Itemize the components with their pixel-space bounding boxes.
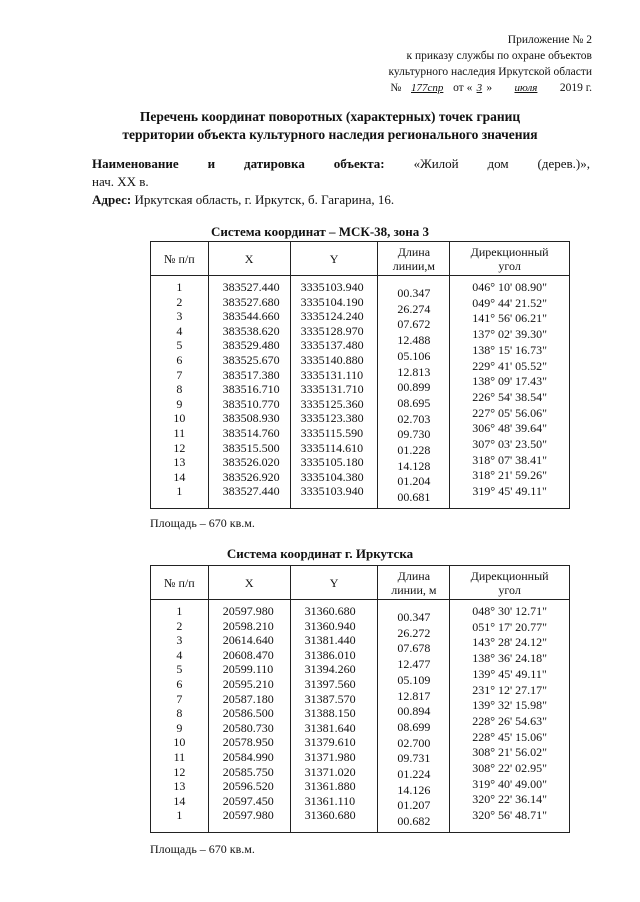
point-number: 1	[176, 280, 183, 294]
y-value: 31387.570	[304, 691, 356, 706]
angle-value: 227° 05' 56.06"	[472, 405, 548, 420]
point-number: 3	[176, 309, 183, 324]
point-number: 4	[176, 323, 183, 338]
x-value: 383517.380	[222, 367, 280, 382]
point-number: 12	[173, 764, 186, 779]
x-value: 383527.440	[222, 484, 280, 499]
angle-value: 049° 44' 21.52"	[472, 295, 548, 310]
angle-value: 226° 54' 38.54"	[472, 389, 548, 404]
point-number: 8	[176, 706, 183, 721]
point-number: 7	[176, 367, 183, 382]
point-number: 1	[176, 484, 183, 499]
x-value: 20596.520	[222, 779, 274, 794]
object-name-value: «Жилой дом (дерев.)»,	[413, 156, 590, 171]
table2-title: Система координат г. Иркутска	[226, 546, 414, 561]
point-number: 10	[173, 411, 186, 426]
x-value: 383527.440	[222, 280, 280, 294]
handwritten-month: июля	[514, 82, 538, 94]
point-number: 9	[176, 720, 183, 735]
angle-value: 228° 45' 15.06"	[472, 729, 548, 744]
y-value: 3335124.240	[300, 309, 364, 324]
length-value: 02.703	[397, 411, 431, 426]
y-value: 31360.680	[304, 808, 356, 823]
length-value: 12.477	[397, 657, 431, 672]
handwritten-day: 3	[476, 82, 483, 94]
y-value: 3335103.940	[300, 280, 364, 294]
address-label: Адрес:	[92, 192, 132, 207]
quote-close: »	[486, 82, 493, 94]
header-x: X	[208, 242, 290, 276]
x-value: 20599.110	[222, 662, 274, 677]
point-number: 8	[176, 382, 183, 397]
point-number: 10	[173, 735, 186, 750]
y-value: 31360.940	[304, 618, 356, 633]
y-value: 3335128.970	[300, 323, 364, 338]
y-value: 31381.440	[304, 633, 356, 648]
from-text: от «	[453, 82, 473, 94]
object-info	[92, 155, 590, 209]
header-angle-2: угол	[498, 258, 521, 273]
header-angle-1: Дирекционный	[470, 568, 549, 583]
length-value: 01.224	[397, 767, 431, 782]
point-number: 14	[173, 469, 186, 484]
length-value: 14.128	[397, 458, 431, 473]
y-value: 3335131.110	[300, 367, 364, 382]
header-x: X	[208, 566, 290, 600]
handwritten-number: 177спр	[411, 82, 444, 94]
angle-value: 319° 45' 49.11"	[472, 484, 547, 499]
point-number: 13	[173, 455, 186, 470]
length-value: 12.813	[397, 364, 431, 379]
y-value: 31371.020	[304, 764, 356, 779]
year-text: 2019 г.	[559, 82, 592, 94]
point-number: 1	[176, 808, 183, 823]
length-value: 12.817	[397, 688, 431, 703]
length-value: 01.204	[397, 474, 431, 489]
appendix-block	[389, 32, 593, 96]
y-value: 3335114.610	[300, 440, 364, 455]
length-value: 26.272	[397, 625, 431, 640]
length-value: 00.894	[397, 704, 431, 719]
length-value: 00.681	[397, 490, 431, 505]
x-value: 20597.980	[222, 604, 274, 618]
header-y: Y	[290, 566, 378, 600]
x-value: 20578.950	[222, 735, 274, 750]
length-value: 01.228	[397, 443, 431, 458]
appendix-order-line: к приказу службы по охране объектов	[406, 50, 592, 62]
point-number: 2	[176, 294, 183, 309]
appendix-title: Приложение № 2	[507, 34, 592, 46]
header-length-1: Длина	[397, 244, 431, 259]
header-angle-1: Дирекционный	[470, 244, 549, 259]
header-length-2: линии,м	[392, 258, 436, 273]
header-num: № п/п	[151, 242, 209, 276]
angle-value: 138° 36' 24.18"	[472, 651, 548, 666]
point-number: 5	[176, 338, 183, 353]
header-angle-2: угол	[498, 582, 521, 597]
document-title	[60, 108, 600, 144]
angle-value: 229° 41' 05.52"	[472, 358, 548, 373]
x-value: 383516.710	[222, 382, 280, 397]
point-number: 7	[176, 691, 183, 706]
point-number: 5	[176, 662, 183, 677]
x-value: 20608.470	[222, 647, 274, 662]
x-value: 383526.920	[222, 469, 280, 484]
address-value: Иркутская область, г. Иркутск, б. Гагарина, 16.	[134, 192, 395, 207]
x-value: 20586.500	[222, 706, 274, 721]
x-value: 383538.620	[222, 323, 280, 338]
x-value: 20598.210	[222, 618, 274, 633]
header-length-1: Длина	[397, 568, 431, 583]
table1-length-col	[378, 276, 450, 509]
length-value: 07.678	[397, 641, 431, 656]
y-value: 31386.010	[304, 647, 356, 662]
x-value: 20597.980	[222, 808, 274, 823]
y-value: 3335104.190	[300, 294, 364, 309]
angle-value: 318° 21' 59.26"	[472, 468, 548, 483]
angle-value: 139° 32' 15.98"	[472, 698, 548, 713]
point-number: 13	[173, 779, 186, 794]
y-value: 31379.610	[304, 735, 356, 750]
length-value: 01.207	[397, 798, 431, 813]
angle-value: 228° 26' 54.63"	[472, 713, 548, 728]
length-value: 26.274	[397, 301, 431, 316]
x-value: 383515.500	[222, 440, 280, 455]
table2-x-col	[208, 600, 290, 833]
angle-value: 320° 56' 48.71"	[472, 808, 548, 823]
header-length-2: линии, м	[391, 582, 437, 597]
length-value: 05.109	[397, 672, 431, 687]
x-value: 20587.180	[222, 691, 274, 706]
length-value: 05.106	[397, 348, 431, 363]
appendix-number-line	[389, 80, 593, 96]
y-value: 3335104.380	[300, 469, 364, 484]
table2-num-col	[151, 600, 209, 833]
header-length	[378, 566, 450, 600]
x-value: 383525.670	[222, 352, 280, 367]
length-value: 14.126	[397, 782, 431, 797]
length-value: 02.700	[397, 735, 431, 750]
x-value: 20580.730	[222, 720, 274, 735]
length-value: 00.347	[397, 610, 431, 624]
angle-value: 141° 56' 06.21"	[472, 311, 548, 326]
x-value: 383529.480	[222, 338, 280, 353]
point-number: 11	[173, 425, 186, 440]
point-number: 4	[176, 647, 183, 662]
table2-length-col	[378, 600, 450, 833]
y-value: 3335140.880	[300, 352, 364, 367]
angle-value: 048° 30' 12.71"	[472, 604, 548, 618]
angle-value: 306° 48' 39.64"	[472, 421, 548, 436]
angle-value: 051° 17' 20.77"	[472, 619, 548, 634]
angle-value: 138° 15' 16.73"	[472, 342, 548, 357]
appendix-order-line-2: культурного наследия Иркутской области	[388, 66, 592, 78]
length-value: 00.899	[397, 380, 431, 395]
point-number: 6	[176, 676, 183, 691]
table2-y-col	[290, 600, 378, 833]
point-number: 6	[176, 352, 183, 367]
x-value: 383508.930	[222, 411, 280, 426]
object-name-line	[92, 155, 590, 173]
x-value: 20585.750	[222, 764, 274, 779]
y-value: 31361.110	[304, 793, 356, 808]
angle-value: 231° 12' 27.17"	[472, 682, 548, 697]
title-line-2: территории объекта культурного наследия регионального значения	[122, 127, 538, 142]
table2-body-row	[151, 600, 570, 833]
length-value: 08.699	[397, 719, 431, 734]
x-value: 383527.680	[222, 294, 280, 309]
x-value: 383526.020	[222, 455, 280, 470]
header-angle	[450, 566, 570, 600]
table1-title: Система координат – МСК-38, зона 3	[210, 224, 430, 239]
header-length	[378, 242, 450, 276]
angle-value: 138° 09' 17.43"	[472, 374, 548, 389]
x-value: 20614.640	[222, 633, 274, 648]
object-date-line: нач. XX в.	[92, 174, 149, 189]
angle-value: 307° 03' 23.50"	[472, 437, 548, 452]
angle-value: 143° 28' 24.12"	[472, 635, 548, 650]
y-value: 3335125.360	[300, 396, 364, 411]
y-value: 31361.880	[304, 779, 356, 794]
table2-header-row	[151, 566, 570, 600]
header-num: № п/п	[151, 566, 209, 600]
table1-y-col	[290, 276, 378, 509]
length-value: 12.488	[397, 333, 431, 348]
table1-body-row	[151, 276, 570, 509]
y-value: 31360.680	[304, 604, 356, 618]
table1-header-row	[151, 242, 570, 276]
y-value: 31397.560	[304, 676, 356, 691]
x-value: 20597.450	[222, 793, 274, 808]
x-value: 20584.990	[222, 749, 274, 764]
object-address-line	[92, 191, 590, 209]
table1-area: Площадь – 670 кв.м.	[150, 516, 255, 530]
y-value: 3335115.590	[300, 425, 364, 440]
point-number: 12	[173, 440, 186, 455]
angle-value: 319° 40' 49.00"	[472, 776, 548, 791]
angle-value: 320° 22' 36.14"	[472, 792, 548, 807]
y-value: 31388.150	[304, 706, 356, 721]
y-value: 3335123.380	[300, 411, 364, 426]
header-angle	[450, 242, 570, 276]
x-value: 383514.760	[222, 425, 280, 440]
point-number: 3	[176, 633, 183, 648]
angle-value: 139° 45' 49.11"	[472, 666, 547, 681]
x-value: 383510.770	[222, 396, 280, 411]
length-value: 07.672	[397, 317, 431, 332]
x-value: 20595.210	[222, 676, 274, 691]
length-value: 09.730	[397, 427, 431, 442]
angle-value: 308° 21' 56.02"	[472, 745, 548, 760]
angle-value: 046° 10' 08.90"	[472, 280, 548, 294]
table1-num-col	[151, 276, 209, 509]
table2-area: Площадь – 670 кв.м.	[150, 842, 255, 856]
length-value: 00.347	[397, 286, 431, 300]
number-sign: №	[390, 82, 402, 94]
angle-value: 137° 02' 39.30"	[472, 327, 548, 342]
length-value: 08.695	[397, 395, 431, 410]
length-value: 00.682	[397, 814, 431, 829]
table1-x-col	[208, 276, 290, 509]
y-value: 31371.980	[304, 749, 356, 764]
y-value: 31381.640	[304, 720, 356, 735]
y-value: 3335105.180	[300, 455, 364, 470]
point-number: 14	[173, 793, 186, 808]
y-value: 3335137.480	[300, 338, 364, 353]
point-number: 2	[176, 618, 183, 633]
angle-value: 318° 07' 38.41"	[472, 452, 548, 467]
y-value: 3335131.710	[300, 382, 364, 397]
title-line-1: Перечень координат поворотных (характерных) точек границ	[139, 109, 521, 124]
y-value: 3335103.940	[300, 484, 364, 499]
object-name-label: Наименование и датировка объекта:	[92, 156, 385, 171]
coords-table-msk38	[150, 241, 570, 509]
coords-table-irkutsk	[150, 565, 570, 833]
angle-value: 308° 22' 02.95"	[472, 761, 548, 776]
point-number: 1	[176, 604, 183, 618]
point-number: 9	[176, 396, 183, 411]
y-value: 31394.260	[304, 662, 356, 677]
table2-angle-col	[450, 600, 570, 833]
point-number: 11	[173, 749, 186, 764]
length-value: 09.731	[397, 751, 431, 766]
x-value: 383544.660	[222, 309, 280, 324]
table1-angle-col	[450, 276, 570, 509]
header-y: Y	[290, 242, 378, 276]
